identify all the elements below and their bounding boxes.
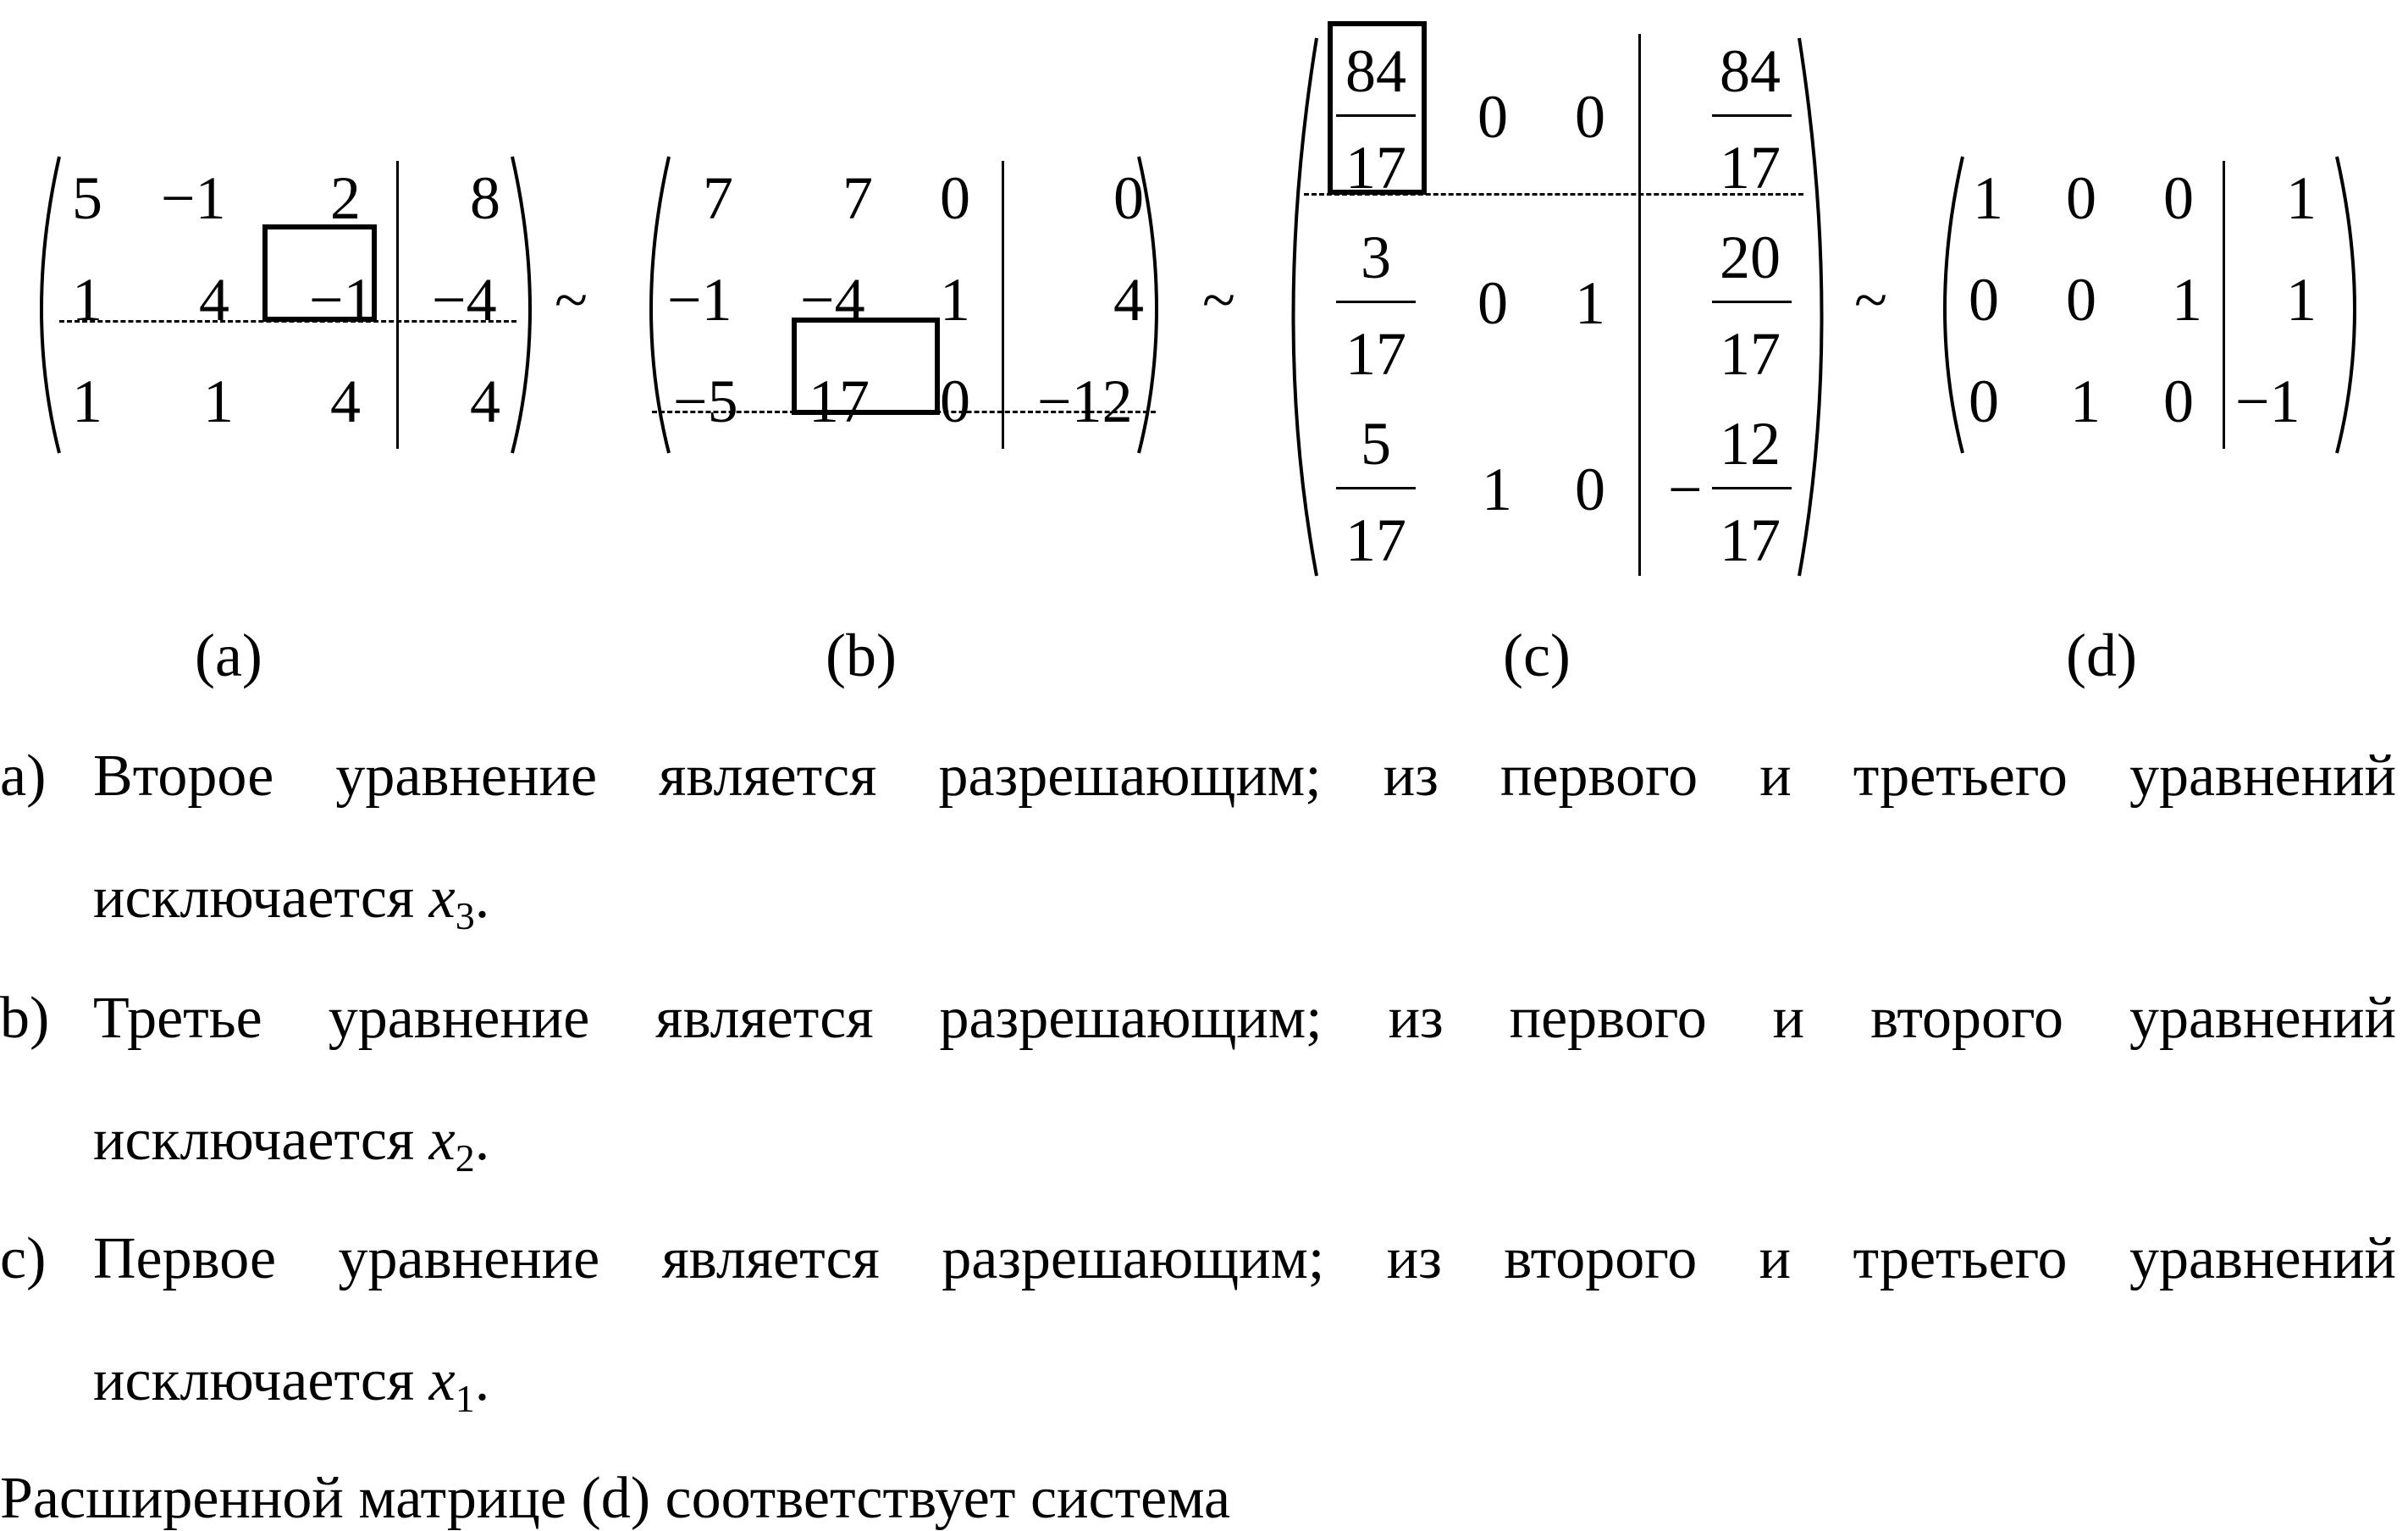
variable-subscript: 3 bbox=[455, 894, 475, 937]
matrix-cell: 0 bbox=[1477, 269, 1508, 337]
matrix-cell: 0 bbox=[940, 164, 970, 232]
bracket-d-right bbox=[2337, 157, 2355, 453]
matrix-cell: 1 bbox=[2286, 266, 2317, 334]
step-text-continued: исключается $x_3$. bbox=[93, 865, 490, 937]
matrix-cell: 1 bbox=[940, 266, 970, 334]
matrix-cell: 0 bbox=[1477, 83, 1508, 151]
matrix-cell: 1 bbox=[72, 368, 102, 435]
equivalence-tilde: ~ bbox=[1854, 266, 1887, 334]
fraction-numerator: 84 bbox=[1720, 37, 1781, 105]
bracket-b-left bbox=[651, 157, 669, 453]
fraction-denominator: 17 bbox=[1720, 134, 1781, 202]
matrix-cell: 1 bbox=[1575, 269, 1605, 337]
matrix-cell: 4 bbox=[470, 368, 500, 435]
matrix-cell: −4 bbox=[800, 266, 865, 334]
step-text: Первое уравнение является разрешающим; из второго и третьего уравнений bbox=[93, 1226, 2396, 1291]
matrix-cell: 2 bbox=[330, 164, 361, 232]
pivot-box bbox=[792, 318, 940, 415]
fraction-bar bbox=[1336, 487, 1416, 489]
matrix-cell: 0 bbox=[1969, 368, 1999, 435]
matrix-cell: −12 bbox=[1037, 368, 1133, 435]
matrix-cell: 8 bbox=[470, 164, 500, 232]
matrix-cell: 0 bbox=[1575, 83, 1605, 151]
fraction-denominator: 17 bbox=[1720, 506, 1781, 574]
fraction-denominator: 17 bbox=[1345, 134, 1406, 202]
step-text-continued: исключается $x_2$. bbox=[93, 1108, 490, 1180]
matrix-cell: 7 bbox=[703, 164, 733, 232]
matrix-cell: −1 bbox=[2235, 368, 2300, 435]
step-text: Третье уравнение является разрешающим; из первого и второго уравнений bbox=[93, 986, 2396, 1051]
augment-line bbox=[1638, 34, 1641, 576]
step-marker: b) bbox=[0, 986, 50, 1051]
matrix-cell: 0 bbox=[940, 368, 970, 435]
matrix-cell: 1 bbox=[2172, 266, 2202, 334]
fraction-sign: − bbox=[1668, 456, 1703, 523]
matrix-cell: 4 bbox=[330, 368, 361, 435]
matrix-cell: 1 bbox=[203, 368, 234, 435]
matrix-cell: 0 bbox=[1575, 456, 1605, 523]
fraction-bar bbox=[1712, 114, 1792, 117]
matrix-cell: 0 bbox=[2066, 164, 2096, 232]
matrix-label: (b) bbox=[826, 622, 897, 689]
matrix-cell: 0 bbox=[1969, 266, 1999, 334]
variable: x bbox=[428, 865, 456, 931]
matrix-cell: −4 bbox=[432, 266, 497, 334]
variable: x bbox=[428, 1348, 456, 1413]
augment-line bbox=[2223, 161, 2225, 449]
bracket-a-right bbox=[512, 157, 530, 453]
step-text: Второе уравнение является разрешающим; из первого и третьего уравнений bbox=[93, 743, 2396, 809]
matrix-cell: 0 bbox=[2163, 164, 2194, 232]
matrix-cell: 1 bbox=[1973, 164, 2003, 232]
equivalence-tilde: ~ bbox=[1202, 266, 1235, 334]
matrix-cell: 1 bbox=[2070, 368, 2101, 435]
pivot-box bbox=[1328, 21, 1427, 195]
matrix-cell: −1 bbox=[667, 266, 732, 334]
variable-subscript: 2 bbox=[455, 1136, 475, 1180]
step-marker: c) bbox=[0, 1226, 47, 1291]
matrix-cell: 0 bbox=[1113, 164, 1144, 232]
fraction-numerator: 5 bbox=[1361, 410, 1391, 478]
bracket-d-left bbox=[1945, 157, 1963, 453]
augment-line bbox=[396, 161, 399, 449]
pivot-box bbox=[262, 224, 377, 322]
bracket-a-left bbox=[41, 157, 59, 453]
matrix-cell: 1 bbox=[72, 266, 102, 334]
matrix-label: (a) bbox=[195, 622, 262, 689]
matrix-cell: 0 bbox=[2066, 266, 2096, 334]
bracket-c-right bbox=[1799, 38, 1822, 576]
matrix-label: (c) bbox=[1503, 622, 1571, 689]
matrix-cell: 1 bbox=[1482, 456, 1512, 523]
fraction-numerator: 20 bbox=[1720, 224, 1781, 291]
fraction-numerator: 84 bbox=[1345, 37, 1406, 105]
step-text-continued: исключается $x_1$. bbox=[93, 1348, 490, 1420]
variable-subscript: 1 bbox=[455, 1377, 475, 1420]
fraction-bar bbox=[1712, 487, 1792, 489]
fraction-denominator: 17 bbox=[1720, 320, 1781, 388]
matrix-cell: 17 bbox=[809, 368, 870, 435]
variable: x bbox=[428, 1108, 456, 1173]
matrix-cell: −1 bbox=[161, 164, 226, 232]
bracket-c-left bbox=[1294, 38, 1317, 576]
fraction-denominator: 17 bbox=[1345, 506, 1406, 574]
matrix-cell: 1 bbox=[2286, 164, 2317, 232]
matrix-cell: 0 bbox=[2163, 368, 2194, 435]
matrix-cell: 7 bbox=[842, 164, 873, 232]
fraction-bar bbox=[1712, 301, 1792, 303]
matrix-label: (d) bbox=[2066, 622, 2137, 689]
equivalence-tilde: ~ bbox=[555, 266, 588, 334]
augment-line bbox=[1002, 161, 1004, 449]
matrix-cell: −1 bbox=[309, 266, 374, 334]
matrix-cell: 5 bbox=[72, 164, 102, 232]
matrix-cell: 4 bbox=[1113, 266, 1144, 334]
matrix-cell: 4 bbox=[199, 266, 229, 334]
conclusion-text: Расширенной матрице (d) соответствует система bbox=[0, 1466, 1231, 1531]
step-marker: a) bbox=[0, 743, 47, 809]
fraction-numerator: 3 bbox=[1361, 224, 1391, 291]
fraction-denominator: 17 bbox=[1345, 320, 1406, 388]
fraction-numerator: 12 bbox=[1720, 410, 1781, 478]
fraction-bar bbox=[1336, 301, 1416, 303]
matrix-cell: −5 bbox=[673, 368, 738, 435]
